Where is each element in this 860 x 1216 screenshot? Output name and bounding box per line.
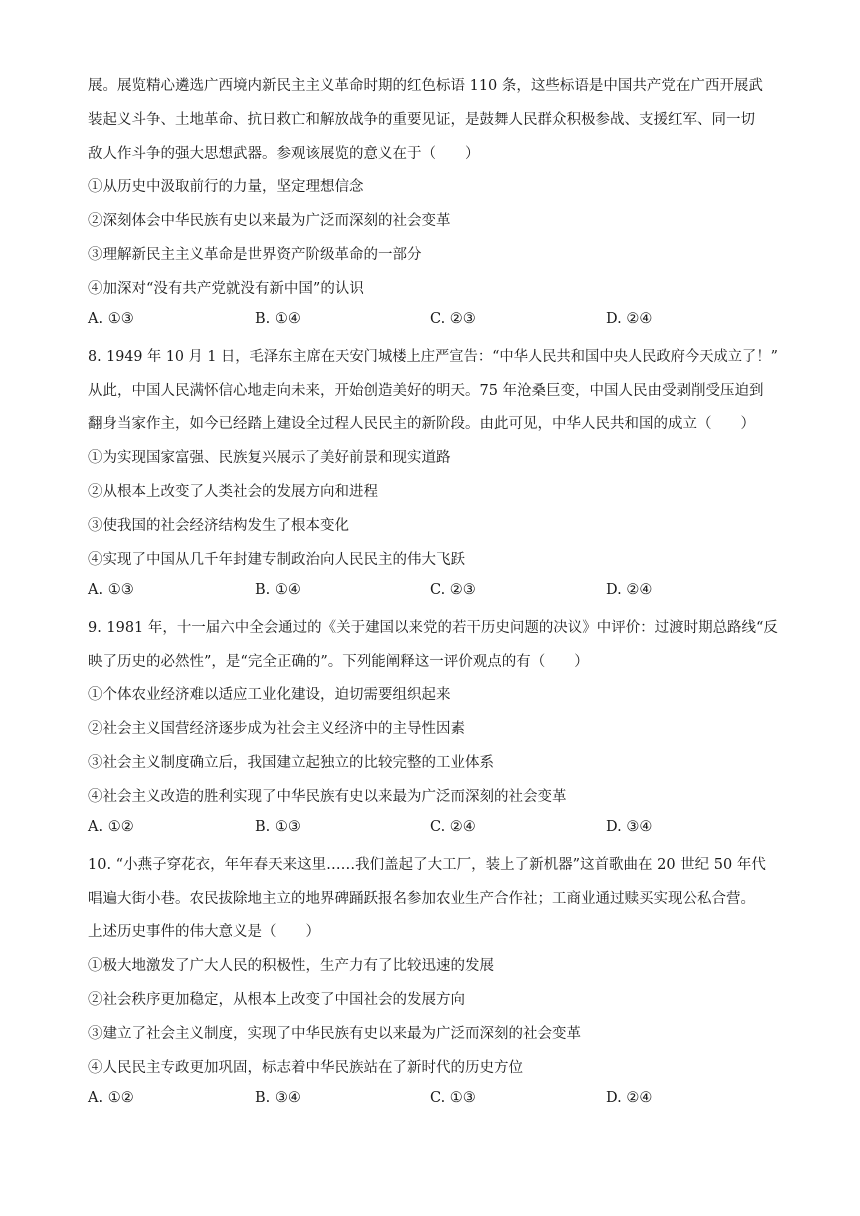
q8-stem-line-1: 8. 1949 年 10 月 1 日，毛泽东主席在天安门城楼上庄严宣告：“中华人民共和国中央人民政府今天成立了！” [88,349,778,365]
q9-stem-line-2: 映了历史的必然性”，是“完全正确的”。下列能阐释这一评价观点的有（ ） [88,654,589,670]
q10-stem-line-2: 唱遍大街小巷。农民拔除地主立的地界碑踊跃报名参加农业生产合作社；工商业通过赎买实现公私合营。 [88,891,755,907]
q9-option-a: A. ①② [88,819,134,835]
q7-statement-1: ①从历史中汲取前行的力量，坚定理想信念 [88,179,364,195]
q10-stem-line-3: 上述历史事件的伟大意义是（ ） [88,924,320,940]
q7-option-c: C. ②③ [430,311,476,327]
q7-option-a: A. ①③ [88,311,134,327]
q9-stem-line-1: 9. 1981 年，十一届六中全会通过的《关于建国以来党的若干历史问题的决议》中评价：过渡时期总路线“反 [88,620,778,636]
q10-statement-2: ②社会秩序更加稳定，从根本上改变了中国社会的发展方向 [88,992,465,1008]
q10-stem-line-1: 10. “小燕子穿花衣，年年春天来这里……我们盖起了大工厂，装上了新机器”这首歌曲在 20 世纪 50 年代 [88,857,766,873]
q8-option-a: A. ①③ [88,582,134,598]
q10-options [88,1090,788,1110]
q8-stem-line-3: 翻身当家作主，如今已经踏上建设全过程人民民主的新阶段。由此可见，中华人民共和国的成立（ ） [88,416,755,432]
q8-statement-4: ④实现了中国从几千年封建专制政治向人民民主的伟大飞跃 [88,552,465,568]
q9-option-d: D. ③④ [606,819,653,835]
q7-statement-3: ③理解新民主主义革命是世界资产阶级革命的一部分 [88,247,422,263]
q7-stem-line-3: 敌人作斗争的强大思想武器。参观该展览的意义在于（ ） [88,146,480,162]
q8-stem-line-2: 从此，中国人民满怀信心地走向未来，开始创造美好的明天。75 年沧桑巨变，中国人民由受剥削受压迫到 [88,383,764,399]
q10-statement-4: ④人民民主专政更加巩固，标志着中华民族站在了新时代的历史方位 [88,1060,523,1076]
q10-option-b: B. ③④ [255,1090,301,1106]
q7-statement-2: ②深刻体会中华民族有史以来最为广泛而深刻的社会变革 [88,213,451,229]
q7-option-b: B. ①④ [255,311,301,327]
q10-statement-3: ③建立了社会主义制度，实现了中华民族有史以来最为广泛而深刻的社会变革 [88,1026,581,1042]
q7-stem-line-1: 展。展览精心遴选广西境内新民主主义革命时期的红色标语 110 条，这些标语是中国共产党在广西开展武 [88,78,763,94]
q7-option-d: D. ②④ [606,311,653,327]
q8-statement-1: ①为实现国家富强、民族复兴展示了美好前景和现实道路 [88,450,451,466]
q10-statement-1: ①极大地激发了广大人民的积极性，生产力有了比较迅速的发展 [88,958,494,974]
q8-options [88,582,788,602]
q10-option-c: C. ①③ [430,1090,476,1106]
q9-option-c: C. ②④ [430,819,476,835]
q10-option-d: D. ②④ [606,1090,653,1106]
q7-statement-4: ④加深对“没有共产党就没有新中国”的认识 [88,281,364,297]
q7-stem-line-2: 装起义斗争、土地革命、抗日救亡和解放战争的重要见证，是鼓舞人民群众积极参战、支援红军、同一切 [88,112,755,128]
q9-statement-1: ①个体农业经济难以适应工业化建设，迫切需要组织起来 [88,687,451,703]
q10-option-a: A. ①② [88,1090,134,1106]
q7-options [88,311,788,331]
q8-option-d: D. ②④ [606,582,653,598]
q9-options [88,819,788,839]
q8-option-b: B. ①④ [255,582,301,598]
q9-statement-4: ④社会主义改造的胜利实现了中华民族有史以来最为广泛而深刻的社会变革 [88,789,567,805]
q9-option-b: B. ①③ [255,819,301,835]
q9-statement-3: ③社会主义制度确立后，我国建立起独立的比较完整的工业体系 [88,755,494,771]
q8-option-c: C. ②③ [430,582,476,598]
q8-statement-3: ③使我国的社会经济结构发生了根本变化 [88,518,349,534]
q9-statement-2: ②社会主义国营经济逐步成为社会主义经济中的主导性因素 [88,721,465,737]
q8-statement-2: ②从根本上改变了人类社会的发展方向和进程 [88,484,378,500]
